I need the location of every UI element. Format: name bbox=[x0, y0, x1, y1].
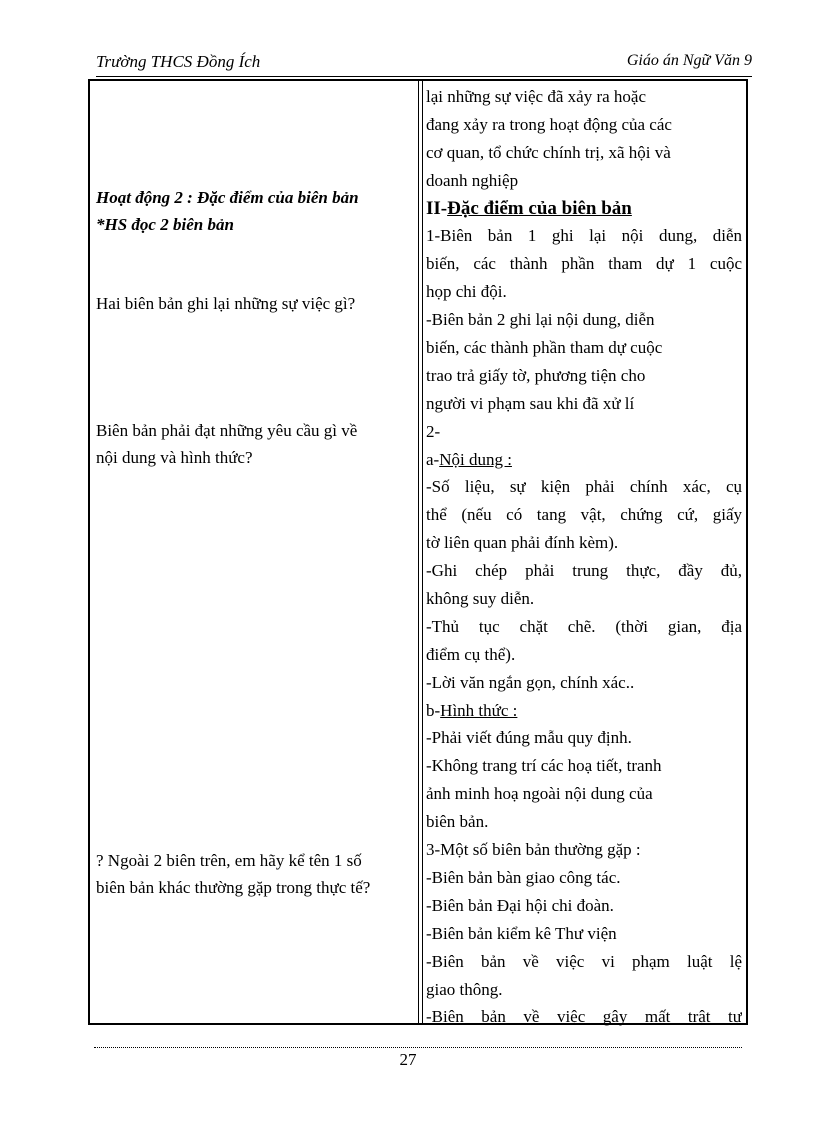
answer-line: trao trả giấy tờ, phương tiện cho bbox=[426, 365, 646, 385]
answer-line: -Biên bản bàn giao công tác. bbox=[426, 867, 621, 887]
answer-line: doanh nghiệp bbox=[426, 170, 519, 190]
subheading-a bbox=[426, 446, 742, 474]
question-2-line-2: nội dung và hình thức? bbox=[96, 448, 253, 467]
activity-subtitle: *HS đọc 2 biên bản bbox=[96, 215, 234, 234]
footer-rule bbox=[94, 1047, 742, 1048]
question-3-line-1: ? Ngoài 2 biên trên, em hãy kể tên 1 số bbox=[96, 851, 362, 870]
answer-line: -Ghi chép phải trung thực, đầy đủ, bbox=[426, 561, 742, 581]
page-header bbox=[96, 52, 752, 76]
answer-line: 1-Biên bản 1 ghi lại nội dung, diễn bbox=[426, 226, 742, 246]
answer-line: tờ liên quan phải đính kèm). bbox=[426, 533, 619, 553]
answer-line: lại những sự việc đã xảy ra hoặc bbox=[426, 87, 646, 106]
answer-line: thể (nếu có tang vật, chứng cứ, giấy bbox=[426, 505, 742, 525]
answer-line: cơ quan, tổ chức chính trị, xã hội và bbox=[426, 142, 671, 162]
answer-line: -Phải viết đúng mẫu quy định. bbox=[426, 728, 632, 748]
answer-line: -Không trang trí các hoạ tiết, tranh bbox=[426, 756, 662, 776]
answer-column bbox=[426, 83, 742, 1031]
subheading-a-prefix: a- bbox=[426, 449, 440, 469]
answer-line: -Biên bản kiểm kê Thư viện bbox=[426, 923, 617, 943]
subheading-b bbox=[426, 697, 742, 725]
question-3-line-2: biên bản khác thường gặp trong thực tế? bbox=[96, 878, 371, 897]
column-divider bbox=[418, 81, 423, 1023]
activity-title: Hoạt động 2 : Đặc điểm của biên bản bbox=[96, 188, 359, 207]
header-title: Giáo án Ngữ Văn 9 bbox=[626, 52, 752, 69]
answer-line: -Biên bản 2 ghi lại nội dung, diễn bbox=[426, 310, 655, 330]
section-prefix: II- bbox=[426, 197, 448, 219]
answer-line: -Biên bản về việc vi phạm luật lệ bbox=[426, 951, 742, 971]
answer-line: họp chi đội. bbox=[426, 282, 507, 302]
answer-line: điểm cụ thể). bbox=[426, 644, 516, 664]
header-school: Trường THCS Đồng Ích bbox=[96, 52, 261, 71]
answer-line: đang xảy ra trong hoạt động của các bbox=[426, 114, 672, 134]
answer-line: 2- bbox=[426, 421, 441, 441]
question-1: Hai biên bản ghi lại những sự việc gì? bbox=[96, 294, 356, 313]
answer-line: không suy diễn. bbox=[426, 589, 535, 609]
subheading-a-label: Nội dung : bbox=[439, 449, 512, 469]
answer-line: -Số liệu, sự kiện phải chính xác, cụ bbox=[426, 477, 742, 497]
answer-line: người vi phạm sau khi đã xử lí bbox=[426, 393, 635, 413]
answer-line: -Biên bản về việc gây mất trật tự bbox=[426, 1007, 742, 1027]
answer-line: -Lời văn ngắn gọn, chính xác.. bbox=[426, 672, 635, 692]
header-rule bbox=[96, 76, 752, 77]
question-2-line-1: Biên bản phải đạt những yêu cầu gì về bbox=[96, 421, 358, 440]
subheading-b-prefix: b- bbox=[426, 700, 441, 720]
answer-line: biên bản. bbox=[426, 812, 489, 832]
answer-line: 3-Một số biên bản thường gặp : bbox=[426, 840, 641, 860]
answer-line: ảnh minh hoạ ngoài nội dung của bbox=[426, 784, 653, 804]
answer-line: -Thủ tục chặt chẽ. (thời gian, địa bbox=[426, 616, 742, 636]
answer-line: -Biên bản Đại hội chi đoàn. bbox=[426, 895, 614, 915]
answer-line: biến, các thành phần tham dự 1 cuộc bbox=[426, 254, 742, 274]
lesson-table bbox=[88, 79, 748, 1025]
section-heading bbox=[426, 195, 742, 223]
section-title: Đặc điểm của biên bản bbox=[447, 197, 632, 219]
answer-line: giao thông. bbox=[426, 979, 503, 999]
answer-line: biến, các thành phần tham dự cuộc bbox=[426, 338, 663, 358]
page-number: 27 bbox=[399, 1050, 417, 1069]
subheading-b-label: Hình thức : bbox=[440, 700, 518, 720]
